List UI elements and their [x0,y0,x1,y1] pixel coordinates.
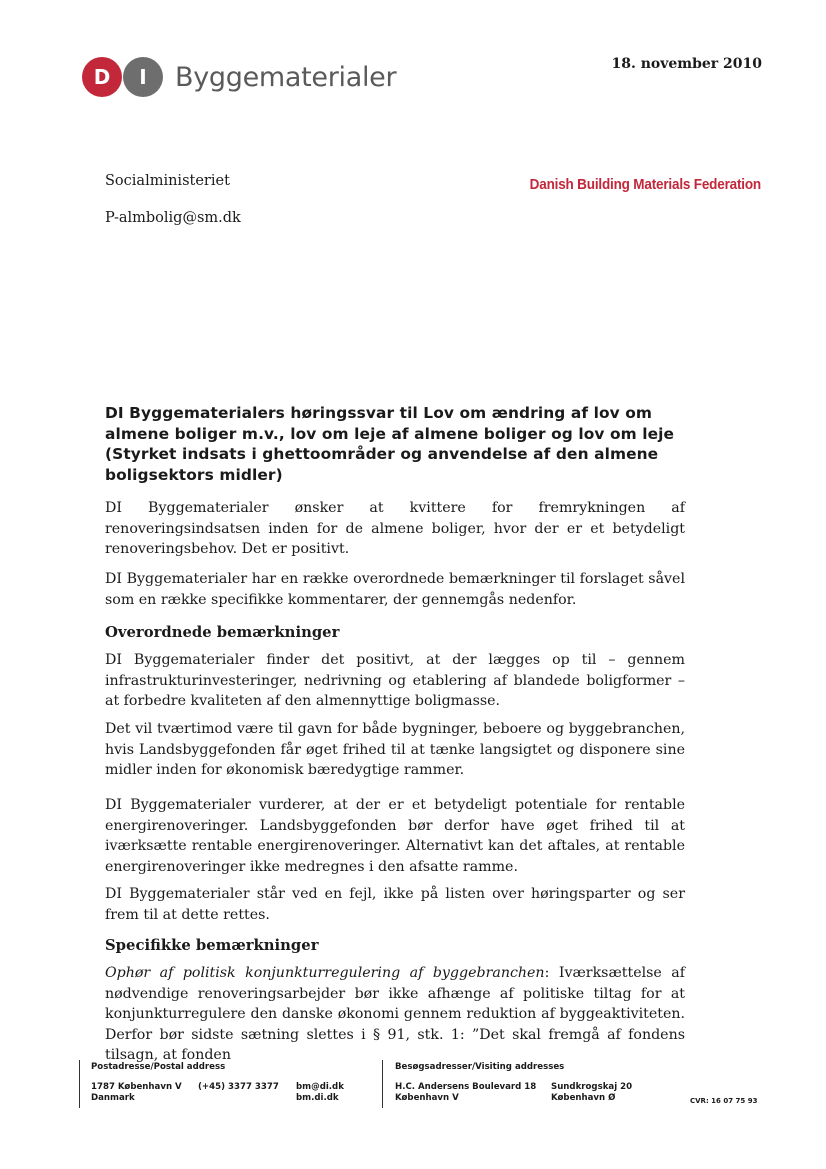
recipient-email: P-almbolig@sm.dk [105,210,241,226]
di-logo [82,56,396,98]
footer-cvr: CVR: 16 07 75 93 [690,1097,758,1105]
paragraph-specific-1-lead: Ophør af politisk konjunkturregulering af byggebranchen [105,965,545,981]
logo-d-circle: D [82,57,122,97]
footer-visit-address-2 [551,1082,632,1104]
footer-visit2-line2: København Ø [551,1093,616,1103]
recipient: Socialministeriet [105,173,230,189]
footer-divider-left [79,1060,80,1108]
paragraph-specific-1 [105,963,685,1066]
footer-visit1-line2: København V [395,1093,459,1103]
document-heading: DI Byggematerialers høringssvar til Lov om ændring af lov om almene boliger m.v., lov om leje af almene boliger og lov om leje (Styrket indsats i ghettoområder og anvendelse af den almene boligsektors midler) [105,404,675,484]
paragraph-general-4: DI Byggematerialer står ved en fejl, ikke på listen over høringsparter og ser frem til at dette rettes. [105,886,685,923]
footer-visit-address-1 [395,1082,536,1104]
logo-wordmark: Byggematerialer [175,61,397,93]
footer-postal-line1: 1787 København V [91,1082,182,1092]
footer-visit2-line1: Sundkrogskaj 20 [551,1082,633,1092]
section-heading-specific: Specifikke bemærkninger [105,937,319,954]
footer-email: bm@di.dk [296,1082,344,1092]
footer-phone: (+45) 3377 3377 [198,1082,279,1092]
section-heading-general: Overordnede bemærkninger [105,624,340,641]
paragraph-general-2: Det vil tværtimod være til gavn for både bygninger, beboere og byggebranchen, hvis Landsbyggefonden får øget frihed til at tænke langsigtet og disponere sine midler inden for økonomisk bæredygtige rammer. [105,721,685,778]
footer-visiting-label: Besøgsadresser/Visiting addresses [395,1062,565,1072]
paragraph-general-1: DI Byggematerialer finder det positivt, at der lægges op til – gennem infrastrukturinvesteringer, nedrivning og etablering af blandede boligformer – at forbedre kvaliteten af den almennyttige boligmasse. [105,652,685,709]
footer-visit1-line1: H.C. Andersens Boulevard 18 [395,1082,537,1092]
letter-date: 18. november 2010 [611,56,762,72]
footer-web: bm.di.dk [296,1093,339,1103]
paragraph-specific-1-body: : Iværksættelse af nødvendige renoveringsarbejder bør ikke afhænge af politiske tiltag for at konjunkturregulere den danske økonomi gennem reduktion af byggeaktiviteten. Derfor bør sidste sætning slettes i § 91, stk. 1: ”Det skal fremgå af fondens tilsagn, at fonden [105,965,685,1063]
footer-postal-line2: Danmark [91,1093,135,1103]
footer-divider-middle [382,1060,383,1108]
footer-contact [296,1082,344,1104]
paragraph-overview: DI Byggematerialer har en række overordnede bemærkninger til forslaget såvel som en række specifikke kommentarer, der gennemgås nedenfor. [105,571,685,608]
footer-postal-address [91,1082,182,1104]
paragraph-intro: DI Byggematerialer ønsker at kvittere for fremrykningen af renoveringsindsatsen inden for de almene boliger, hvor der er et betydeligt renoveringsbehov. Det er positivt. [105,500,685,557]
logo-i-circle: I [123,57,163,97]
paragraph-general-3: DI Byggematerialer vurderer, at der er et betydeligt potentiale for rentable energirenoveringer. Landsbyggefonden bør derfor have øget frihed til at iværksætte rentable energirenoveringer. Alternativt kan det aftales, at rentable energirenoveringer ikke medregnes i den afsatte ramme. [105,797,685,875]
footer-postal-label: Postadresse/Postal address [91,1062,226,1072]
federation-name: Danish Building Materials Federation [529,176,761,193]
